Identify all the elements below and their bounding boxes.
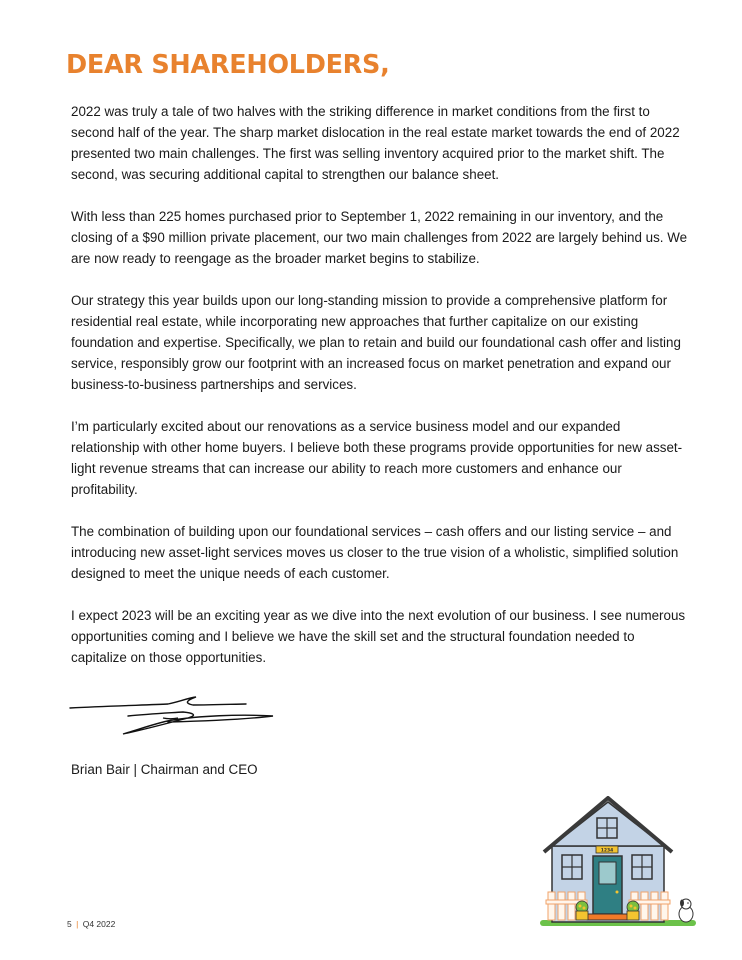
paragraph-5: The combination of building upon our foundational services – cash offers and our listing service – and introducing new asset-light services moves us closer to the true vision of a wholistic, simplified solution designed to meet the unique needs of each customer. (71, 524, 679, 581)
house-number: 1234 (600, 848, 614, 854)
house-illustration (538, 796, 698, 928)
footer-separator: | (76, 919, 79, 929)
report-period: Q4 2022 (82, 919, 116, 929)
right-planter-icon (627, 901, 639, 920)
page-number: 5 (67, 919, 72, 929)
letter-heading: DEAR SHAREHOLDERS, (66, 50, 390, 80)
attic-window-icon (597, 818, 617, 838)
door-step (587, 914, 628, 920)
left-planter-icon (576, 901, 588, 920)
letter-body (71, 101, 691, 689)
page-footer (67, 919, 115, 929)
paragraph-1: 2022 was truly a tale of two halves with the striking difference in market conditions from the first to second half of the year. The sharp market dislocation in the real estate market towards the end of 2022 presented two main challenges. The first was selling inventory acquired prior to the market shift. The second, was securing additional capital to strengthen our balance sheet. (71, 104, 680, 182)
right-window-icon (632, 855, 652, 879)
left-window-icon (562, 855, 582, 879)
signer-name-title: Brian Bair | Chairman and CEO (71, 762, 258, 777)
handwritten-signature (68, 688, 278, 740)
paragraph-4: I’m particularly excited about our renovations as a service business model and our expanded relationship with other home buyers. I believe both these programs provide opportunities for new asset-light revenue streams that can increase our ability to reach more customers and enhance our profitability. (71, 419, 683, 497)
front-door-icon (593, 856, 622, 914)
paragraph-6: I expect 2023 will be an exciting year as we dive into the next evolution of our business. I see numerous opportunities coming and I believe we have the skill set and the structural foundation needed to capitalize on those opportunities. (71, 608, 686, 665)
paragraph-3: Our strategy this year builds upon our long-standing mission to provide a comprehensive platform for residential real estate, while incorporating new approaches that further capitalize on our existing foundation and expertise. Specifically, we plan to retain and build our foundational cash offer and listing service, responsibly grow our footprint with an increased focus on market penetration and expand our business-to-business partnerships and services. (71, 293, 681, 392)
paragraph-2: With less than 225 homes purchased prior to September 1, 2022 remaining in our inventory, and the closing of a $90 million private placement, our two main challenges from 2022 are largely behind us. We are now ready to reengage as the broader market begins to stabilize. (71, 209, 688, 266)
dog-icon (679, 899, 693, 922)
